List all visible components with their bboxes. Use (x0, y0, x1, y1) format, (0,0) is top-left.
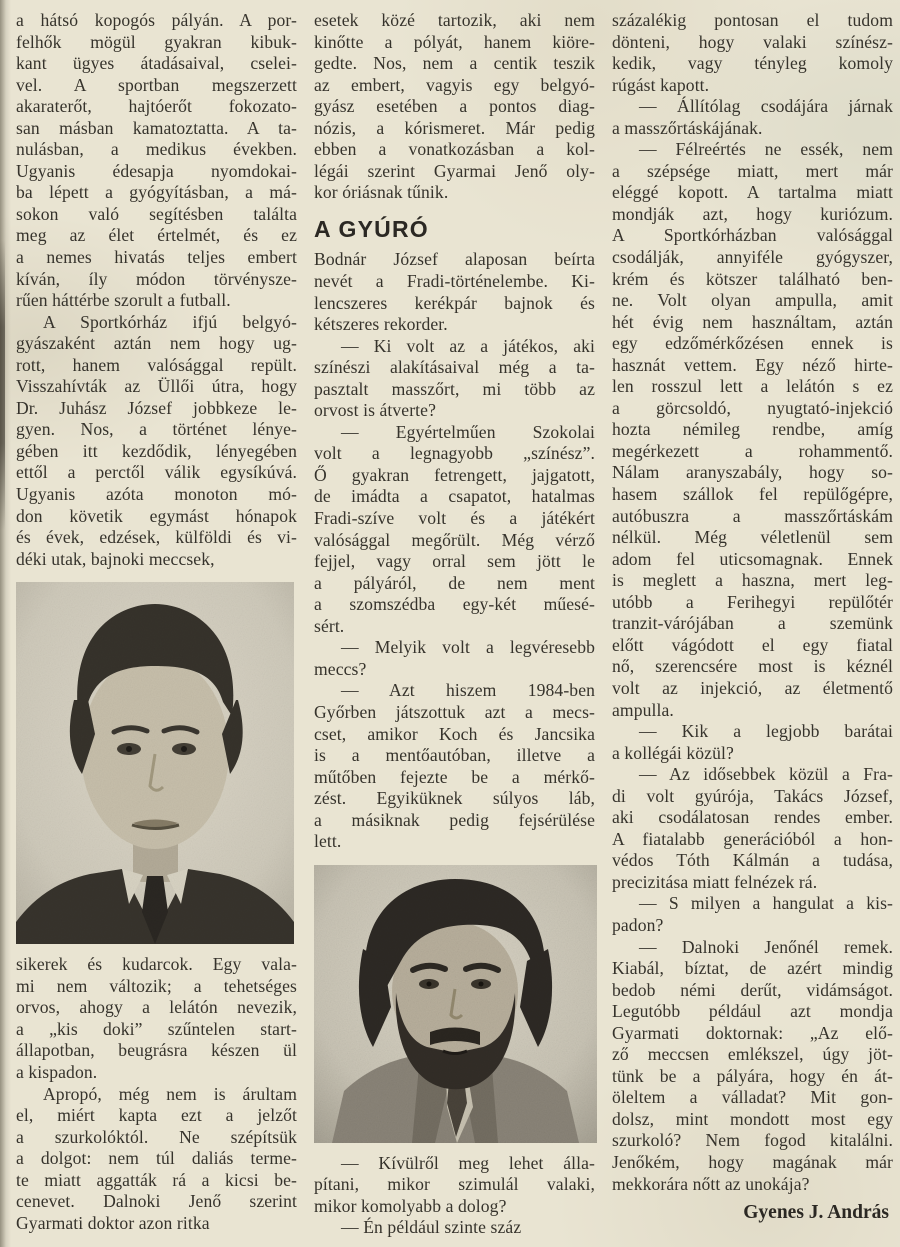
text-line: kor óriásnak tűnik. (314, 182, 449, 203)
text-line: a hátsó kopogós pályán. A por- (16, 10, 297, 30)
text-line: Győrben játszottuk azt a mecs- (314, 701, 595, 722)
text-line: valósággal megőrült. Még vérző (314, 529, 595, 550)
text-line: mondják azt, hogy kuriózum. (612, 203, 893, 224)
text-line: előtt vágódott el egy fiatal (612, 634, 893, 655)
text-line: vel. A sportban megszerzett (16, 74, 297, 95)
text-line: len rosszul lett a lelátón s ez (612, 376, 893, 397)
text-line: Fradi-szíve volt és a játékért (314, 508, 595, 529)
text-line: A fiatalabb generációból a hon- (612, 828, 893, 849)
text-line: sokon való segítésben találta (16, 203, 297, 224)
text-line: hét évig nem használtam, aztán (612, 311, 893, 332)
text-line: dönteni, hogy valaki színész- (612, 31, 893, 52)
text-line: orvos, ahogy a lelátón nevezik, (16, 997, 297, 1018)
text-line: — Kívülről meg lehet álla- (341, 1152, 595, 1173)
text-line: rúgást kapott. (612, 74, 710, 95)
text-line: ampulla. (612, 699, 674, 720)
text-line: nélkül. Még véletlenül sem (612, 527, 893, 548)
text-line: és évek, edzések, külföldi és vi- (16, 527, 297, 548)
text-line: aki csodálatosan rendes ember. (612, 807, 893, 828)
text-line: a masszőrtáskájának. (612, 117, 763, 138)
text-line: ebben a vonatkozásban a kol- (314, 139, 595, 160)
text-line: szurkoló? Nem fogod kitalálni. (612, 1130, 893, 1151)
text-line: mi nem változik; a tehetséges (16, 975, 297, 996)
article-column-2 (314, 10, 595, 1239)
text-line: felhők mögül gyakran kibuk- (16, 31, 297, 52)
text-line: Jenőkém, hogy magának már (612, 1151, 893, 1172)
article-column-3 (612, 10, 893, 1239)
text-line: A Sportkórházban valósággal (612, 225, 893, 246)
text-line: Visszahívták az Üllői útra, hogy (16, 376, 297, 397)
text-line: ba lépett a gyógyításban, a má- (16, 182, 297, 203)
text-line: eléggé kopott. A tartalma miatt (612, 182, 893, 203)
text-line: zést. Egyiküknek súlyos láb, (314, 788, 595, 809)
text-line: tranzit-várójában a szemünk (612, 613, 893, 634)
text-line: a kollégái közül? (612, 742, 734, 763)
text-line: autóbuszra a masszőrtáskám (612, 505, 893, 526)
text-line: hasznát vettem. Egy néző hirte- (612, 354, 893, 375)
text-line: a „kis doki” szűntelen start- (16, 1018, 297, 1039)
author-byline: Gyenes J. András (743, 1202, 889, 1224)
text-line: volt a legnagyobb „színész”. (314, 443, 595, 464)
text-line: Dr. Juhász József jobbkeze le- (16, 397, 297, 418)
text-line: déki utak, bajnoki meccsek, (16, 548, 215, 569)
text-line: sikerek és kudarcok. Egy vala- (16, 954, 297, 975)
portrait-photo-bearded-masseur-image (314, 865, 597, 1143)
text-line: ettől a perctől válik egysíkúvá. (16, 462, 297, 483)
text-line: nő, szerencsére most is kéznél (612, 656, 893, 677)
text-line: a szomszédba egy-két műesé- (314, 594, 595, 615)
text-line: hasem szállok fel repülőgépre, (612, 484, 893, 505)
section-heading: A GYÚRÓ (314, 215, 429, 242)
text-line: — Állítólag csodájára járnak (639, 96, 893, 117)
text-line: utóbb a Ferihegyi repülőtér (612, 591, 893, 612)
text-line: cenevet. Dalnoki Jenő szerint (16, 1191, 297, 1212)
text-line: kinőtte a pólyát, hanem kiöre- (314, 31, 595, 52)
text-line: mikor komolyabb a dolog? (314, 1195, 507, 1216)
text-line: műtőben fejezte be a mérkő- (314, 766, 595, 787)
text-line: rűen háttérbe szorult a futball. (16, 290, 231, 311)
text-line: gedte. Nos, nem a centik teszik (314, 53, 595, 74)
text-line: volt az injekció, az életmentő (612, 677, 893, 698)
text-line: krém és kötszer található ben- (612, 268, 893, 289)
text-line: — Az idősebbek közül a Fra- (639, 764, 893, 785)
text-line: dolsz, mint mondott most egy (612, 1108, 893, 1129)
text-line: — S milyen a hangulat a kis- (639, 893, 893, 914)
text-line: akaraterőt, hajtóerőt fokozato- (16, 96, 297, 117)
text-line: Ugyanis azóta monoton mó- (16, 484, 297, 505)
text-line: nevét a Fradi-történelembe. Ki- (314, 271, 595, 292)
text-line: — Egyértelműen Szokolai (341, 421, 595, 442)
article-column-1 (16, 10, 297, 1239)
text-line: a dolgot: nem túl daliás terme- (16, 1148, 297, 1169)
text-line: adom fel uticsomagnak. Ennek (612, 548, 893, 569)
text-line: meccs? (314, 658, 367, 679)
portrait-photo-young-doctor (16, 582, 297, 944)
text-line: — Félreértés ne essék, nem (639, 139, 893, 160)
text-line: kétszeres rekorder. (314, 314, 448, 335)
text-line: cset, amikor Koch és Jancsika (314, 723, 595, 744)
text-line: — Dalnoki Jenőnél remek. (639, 936, 893, 957)
text-line: hozta némileg rendbe, amíg (612, 419, 893, 440)
text-line: kant ügyes átadásaival, cselei- (16, 53, 297, 74)
text-line: fejjel, vagy orral sem jött le (314, 551, 595, 572)
text-line: ne. Volt olyan ampulla, amit (612, 290, 893, 311)
text-line: sért. (314, 615, 345, 636)
text-line: — Kik a legjobb barátai (639, 721, 893, 742)
text-line: tünk be a pályára, hogy én át- (612, 1065, 893, 1086)
text-line: Ő gyakran fetrengett, jajgatott, (314, 464, 595, 485)
text-line: egy edzőmérkőzésen ennek is (612, 333, 893, 354)
text-line: százalékig pontosan el tudom (612, 10, 893, 30)
text-line: nulásban, a medikus években. (16, 139, 297, 160)
text-line: védos Tóth Kálmán a tudása, (612, 850, 893, 871)
text-line: gében itt kezdődik, lényegében (16, 440, 297, 461)
text-line: Gyarmati doktornak: „Az elő- (612, 1022, 893, 1043)
text-line: lencszeres kerékpár bajnok és (314, 292, 595, 313)
text-line: kíván, íly módon törvénysze- (16, 268, 297, 289)
text-line: lett. (314, 831, 342, 852)
text-line: — Azt hiszem 1984-ben (341, 680, 595, 701)
portrait-photo-young-doctor-image (16, 582, 294, 944)
text-line: Legutóbb például azt mondja (612, 1001, 893, 1022)
text-line: di volt gyúrója, Takács József, (612, 785, 893, 806)
text-line: padon? (612, 914, 664, 935)
portrait-photo-bearded-masseur (314, 865, 595, 1143)
text-line: Bodnár József alaposan beírta (314, 249, 595, 270)
text-line: orvost is átverte? (314, 400, 436, 421)
text-line: is meglett a haszna, mert leg- (612, 570, 893, 591)
text-line: is a mentőautóban, illetve a (314, 745, 595, 766)
text-line: színészi alakításaival még a ta- (314, 357, 595, 378)
text-line: öleltem a válladat? Mit gon- (612, 1087, 893, 1108)
text-line: meg az élet értelmét, és ez (16, 225, 297, 246)
text-line: csodálják, annyiféle gyógyszer, (612, 247, 893, 268)
text-line: — Melyik volt a legvéresebb (341, 637, 595, 658)
text-line: Ugyanis édesapja nyomdokai- (16, 160, 297, 181)
text-line: gyászaként aztán nem hogy ug- (16, 333, 297, 354)
text-line: el, miért kapta ezt a jelzőt (16, 1105, 297, 1126)
text-line: légái szerint Gyarmai Jenő oly- (314, 160, 595, 181)
text-line: de imádta a csapatot, hatalmas (314, 486, 595, 507)
text-line: ző meccsen emlékszel, úgy jöt- (612, 1044, 893, 1065)
text-line: san másban kamatoztatta. A ta- (16, 117, 297, 138)
text-line: megérkezett a rohammentő. (612, 440, 893, 461)
text-line: állapotban, beugrásra készen ül (16, 1040, 297, 1061)
text-line: precizitása miatt felnézek rá. (612, 871, 818, 892)
text-line: A Sportkórház ifjú belgyó- (43, 311, 297, 332)
text-line: kedik, vagy tényleg komoly (612, 53, 893, 74)
text-line: pasztalt masszőrt, mi több az (314, 378, 595, 399)
text-line: az embert, vagyis egy belgyó- (314, 74, 595, 95)
text-line: Nálam aranyszabály, hogy so- (612, 462, 893, 483)
text-line: — Én például szinte száz (341, 1217, 522, 1238)
text-line: a kispadon. (16, 1061, 98, 1082)
text-line: Gyarmati doktor azon ritka (16, 1212, 210, 1233)
text-line: a szurkolóktól. Ne szépítsük (16, 1126, 297, 1147)
text-line: a görcsoldó, nyugtató-injekció (612, 397, 893, 418)
text-line: mekkorára nőtt az unokája? (612, 1173, 810, 1194)
text-line: nózis, a kórismeret. Már pedig (314, 117, 595, 138)
text-line: rott, hanem valósággal repült. (16, 354, 297, 375)
text-line: a nemes hivatás teljes embert (16, 247, 297, 268)
text-line: gyen. Nos, a történet lénye- (16, 419, 297, 440)
text-line: Apropó, még nem is árultam (43, 1083, 297, 1104)
text-line: a szépsége miatt, mert már (612, 160, 893, 181)
text-line: a másiknak pedig fejsérülése (314, 809, 595, 830)
text-line: bedob némi derűt, vidámságot. (612, 979, 893, 1000)
text-line: pítani, mikor szimulál valaki, (314, 1174, 595, 1195)
text-line: — Ki volt az a játékos, aki (341, 335, 595, 356)
text-line: gyász esetében a pontos diag- (314, 96, 595, 117)
text-line: Kiabál, bíztat, de azért mindig (612, 958, 893, 979)
text-line: a pályáról, de nem ment (314, 572, 595, 593)
text-line: don követik egymást hónapok (16, 505, 297, 526)
text-line: te miatt aggatták rá a kicsi be- (16, 1169, 297, 1190)
text-line: esetek közé tartozik, aki nem (314, 10, 595, 30)
